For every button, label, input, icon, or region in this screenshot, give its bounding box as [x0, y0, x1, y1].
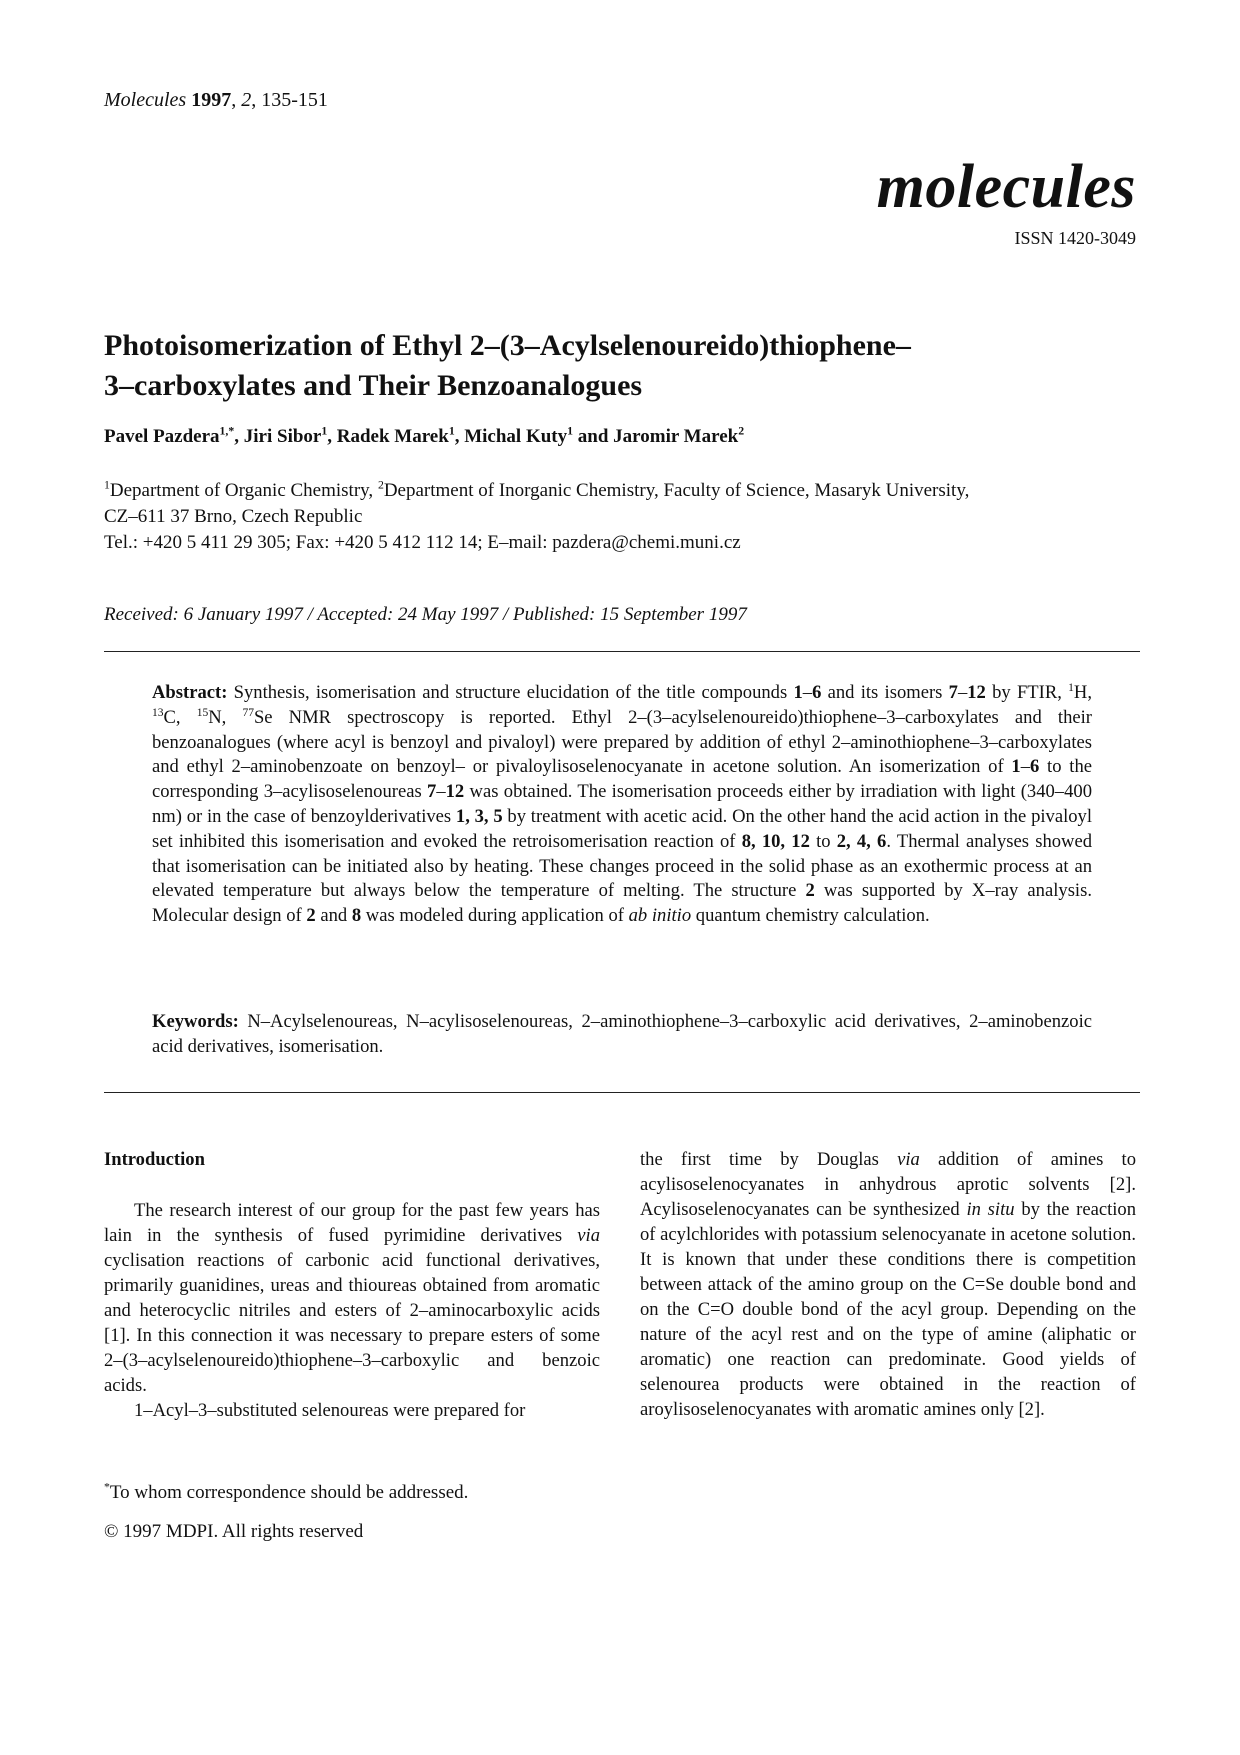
compound-number: 6 [812, 682, 822, 703]
abstract-text: to the corresponding 3–acylisoselenoureas [152, 756, 1092, 803]
title-line-2: 3–carboxylates and Their Benzoanalogues [104, 369, 643, 402]
paragraph-text: by the reaction of acylchlorides with potassium selenocyanate in acetone solution. It is known that under these conditions there is competition between attack of the amino group on the C=Se double bond and on the C=O double bond of the acyl group. Depending on the nature of the acyl rest and on the type of amine (aliphatic or aromatic) one reaction can predominate. Good yields of selenourea products were obtained in the reaction of aroylisoselenocyanates with aromatic amines only [2]. [640, 1199, 1137, 1420]
footnote-text: To whom correspondence should be addressed. [109, 1482, 469, 1503]
body-column-right [640, 1147, 1136, 1422]
journal-logo: molecules [876, 153, 1136, 221]
abstract-text: – [802, 682, 813, 703]
publication-dates: Received: 6 January 1997 / Accepted: 24 May 1997 / Published: 15 September 1997 [104, 604, 747, 625]
author-name: and Jaromir Marek [573, 426, 739, 447]
affiliation-line [104, 478, 1144, 504]
author-name: , Jiri Sibor [234, 426, 322, 447]
abstract-text: – [1020, 756, 1030, 778]
title-line-1: Photoisomerization of Ethyl 2–(3–Acylselenoureido)thiophene– [104, 329, 911, 362]
abstract-text: Synthesis, isomerisation and structure elucidation of the title compounds [227, 682, 794, 703]
compound-number: 12 [445, 781, 465, 803]
article-title [104, 326, 1144, 406]
author-name: , Michal Kuty [454, 426, 568, 447]
abstract-text: to [809, 830, 837, 852]
abstract-text: was obtained. The isomerisation proceeds either by irradiation with light (340–400 nm) or in the case of benzoylderivatives [152, 781, 1092, 827]
isotope-mark: 77 [242, 706, 254, 719]
abstract-text: H, [1073, 682, 1092, 703]
compound-number: 2, 4, 6 [836, 830, 887, 852]
abstract-text: C, [163, 706, 197, 728]
abstract-label: Abstract: [152, 682, 228, 703]
compound-number: 12 [967, 682, 986, 703]
journal-citation: Molecules 1997, 2, 135-151 [104, 89, 328, 111]
affiliation-mark: 2 [377, 478, 384, 492]
isotope-mark: 13 [152, 706, 164, 719]
compound-number: 2 [805, 880, 815, 902]
paragraph-text: the first time by Douglas [640, 1149, 898, 1170]
abstract-text: quantum chemistry calculation. [691, 905, 930, 927]
compound-number: 8, 10, 12 [741, 830, 810, 852]
affiliation-block [104, 478, 1144, 556]
footnote-mark: * [104, 1480, 110, 1494]
isotope-mark: 1 [1068, 681, 1074, 694]
abstract-text: and [315, 905, 352, 927]
author-affiliation-mark: 1,* [219, 424, 235, 438]
keywords-text: N–Acylselenoureas, N–acylisoselenoureas, 2–aminothiophene–3–carboxylic acid derivatives, 2–aminobenzoic acid derivatives, isomerisation. [152, 1011, 1092, 1057]
italic-term: in situ [966, 1199, 1015, 1220]
issn: ISSN 1420-3049 [1014, 228, 1136, 248]
compound-number: 8 [351, 905, 362, 927]
compound-number: 1, 3, 5 [455, 805, 503, 827]
abstract-text: by FTIR, [985, 682, 1069, 703]
affiliation-mark: 1 [104, 478, 110, 492]
body-column-left [104, 1147, 600, 1423]
author-affiliation-mark: 1 [567, 424, 574, 438]
journal-pages: 135-151 [261, 89, 328, 111]
compound-number: 1 [1011, 756, 1021, 778]
author-affiliation-mark: 1 [448, 424, 455, 438]
paragraph [104, 1198, 600, 1398]
paragraph: 1–Acyl–3–substituted selenoureas were prepared for [134, 1400, 526, 1421]
copyright-notice: © 1997 MDPI. All rights reserved [104, 1521, 364, 1542]
italic-term: via [577, 1225, 600, 1246]
paragraph-text: cyclisation reactions of carbonic acid functional derivatives, primarily guanidines, ureas and thioureas obtained from aromatic and heterocyclic nitriles and esters of 2–aminocarboxylic acids [1]. In this connection it was necessary to prepare esters of some 2–(3–acylselenoureido)thiophene–3–carboxylic and benzoic acids. [104, 1250, 600, 1396]
journal-year: 1997 [191, 89, 232, 111]
abstract-text: – [957, 682, 968, 703]
author-name: , Radek Marek [327, 426, 449, 447]
abstract-italic: ab initio [628, 905, 692, 927]
correspondence-footnote [104, 1482, 468, 1504]
affiliation-dept-1: Department of Organic Chemistry, [109, 480, 378, 501]
compound-number: 1 [793, 682, 803, 703]
affiliation-address: CZ–611 37 Brno, Czech Republic [104, 506, 363, 527]
section-heading-introduction: Introduction [104, 1149, 205, 1170]
abstract-text: – [436, 781, 446, 803]
divider-bottom [104, 1092, 1140, 1093]
isotope-mark: 15 [196, 706, 209, 719]
abstract-text: and its isomers [821, 682, 949, 703]
abstract-text: by treatment with acetic acid. On the other hand the acid action in the pivaloyl set inhibited this isomerisation and evoked the retroisomerisation reaction of [152, 805, 1093, 852]
compound-number: 7 [427, 781, 437, 803]
italic-term: via [897, 1149, 920, 1170]
abstract-text: N, [208, 706, 243, 728]
compound-number: 6 [1030, 756, 1040, 778]
contact-info: Tel.: +420 5 411 29 305; Fax: +420 5 412 112 14; E–mail: pazdera@chemi.muni.cz [104, 532, 741, 553]
journal-volume: 2 [241, 89, 252, 111]
divider-top [104, 651, 1140, 652]
paragraph [640, 1147, 1136, 1422]
author-affiliation-mark: 2 [738, 424, 745, 438]
keywords-label: Keywords: [152, 1011, 239, 1032]
author-list [104, 426, 744, 448]
abstract [152, 681, 1092, 929]
abstract-text: Se NMR spectroscopy is reported. Ethyl 2–(3–acylselenoureido)thiophene–3–carboxylates and their benzoanalogues (where acyl is benzoyl and pivaloyl) were prepared by addition of ethyl 2–aminothiophene–3–carboxylates and ethyl 2–aminobenzoate on benzoyl– or pivaloylisoselenocyanate in acetone solution. An isomerization of [152, 706, 1092, 778]
paragraph-text: addition of amines to acylisoselenocyanates in anhydrous aprotic solvents [2]. Acylisoselenocyanates can be synthesized [640, 1149, 1136, 1220]
compound-number: 7 [948, 682, 958, 703]
abstract-text: was supported by X–ray analysis. Molecular design of [152, 880, 1092, 927]
compound-number: 2 [306, 905, 316, 927]
author-name: Pavel Pazdera [104, 426, 220, 447]
abstract-text: was modeled during application of [361, 905, 629, 927]
abstract-text: . Thermal analyses showed that isomerisation can be initiated also by heating. These changes proceed in the solid phase as an exothermic process at an elevated temperature but always below the temperature of melting. The structure [152, 830, 1093, 902]
author-affiliation-mark: 1 [321, 424, 328, 438]
paragraph-text: The research interest of our group for the past few years has lain in the synthesis of fused pyrimidine derivatives [104, 1200, 600, 1246]
affiliation-dept-2: Department of Inorganic Chemistry, Faculty of Science, Masaryk University, [383, 480, 970, 501]
keywords [152, 1010, 1092, 1060]
journal-name: Molecules [104, 89, 187, 111]
